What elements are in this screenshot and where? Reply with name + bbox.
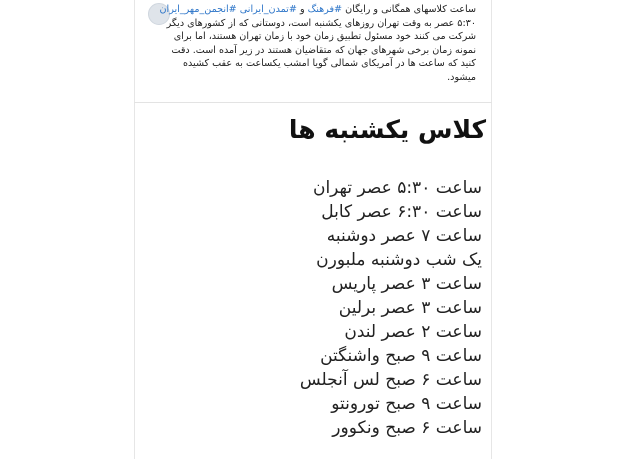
- caption-line-3: شرکت می کنند خود مسئول تطبیق زمان خود با زمان تهران هستند، اما برای: [173, 31, 476, 43]
- caption-line-1: [150, 3, 476, 17]
- post-caption: [150, 3, 476, 85]
- post-image[interactable]: [275, 103, 490, 455]
- class-title: کلاس یکشنبه ها: [288, 115, 486, 144]
- schedule-list: [300, 176, 482, 440]
- caption-line-4: نمونه زمان برخی شهرهای جهان که متقاضیان هستند در زیر آمده است. دقت: [171, 44, 476, 56]
- schedule-item-vancouver: ساعت ۶ صبح ونکوور: [332, 418, 482, 438]
- caption-text: ساعت کلاسهای همگانی و رایگان: [342, 4, 476, 15]
- caption-line-2: ۵:۳۰ عصر به وقت تهران روزهای یکشنبه است، دوستانی که از کشورهای دیگر: [166, 17, 476, 29]
- schedule-item-los-angeles: ساعت ۶ صبح لس آنجلس: [299, 370, 482, 390]
- schedule-item-paris: ساعت ۳ عصر پاریس: [331, 274, 482, 294]
- hashtag-tamadon-irani[interactable]: #تمدن_ایرانی: [239, 4, 297, 15]
- schedule-item-monday: ساعت ۷ عصر دوشنبه: [326, 226, 482, 246]
- caption-and: و: [296, 4, 308, 15]
- hashtag-farhang[interactable]: #فرهنگ: [307, 4, 343, 15]
- schedule-item-tehran: ساعت ۵:۳۰ عصر تهران: [312, 178, 482, 198]
- schedule-item-london: ساعت ۲ عصر لندن: [344, 322, 482, 342]
- schedule-item-kabul: ساعت ۶:۳۰ عصر کابل: [321, 202, 482, 222]
- schedule-item-washington: ساعت ۹ صبح واشنگتن: [320, 346, 482, 366]
- hashtag-anjoman-mehr-iran[interactable]: #انجمن_مهر_ایران: [159, 4, 237, 15]
- caption-line-5: کنید که ساعت ها در آمریکای شمالی گویا امشب یکساعت به عقب کشیده: [182, 58, 476, 70]
- caption-line-6: میشود.: [447, 71, 476, 83]
- schedule-item-melbourne: یک شب دوشنبه ملبورن: [316, 250, 482, 270]
- schedule-item-toronto: ساعت ۹ صبح تورونتو: [331, 394, 482, 414]
- schedule-item-berlin: ساعت ۳ عصر برلین: [338, 298, 482, 318]
